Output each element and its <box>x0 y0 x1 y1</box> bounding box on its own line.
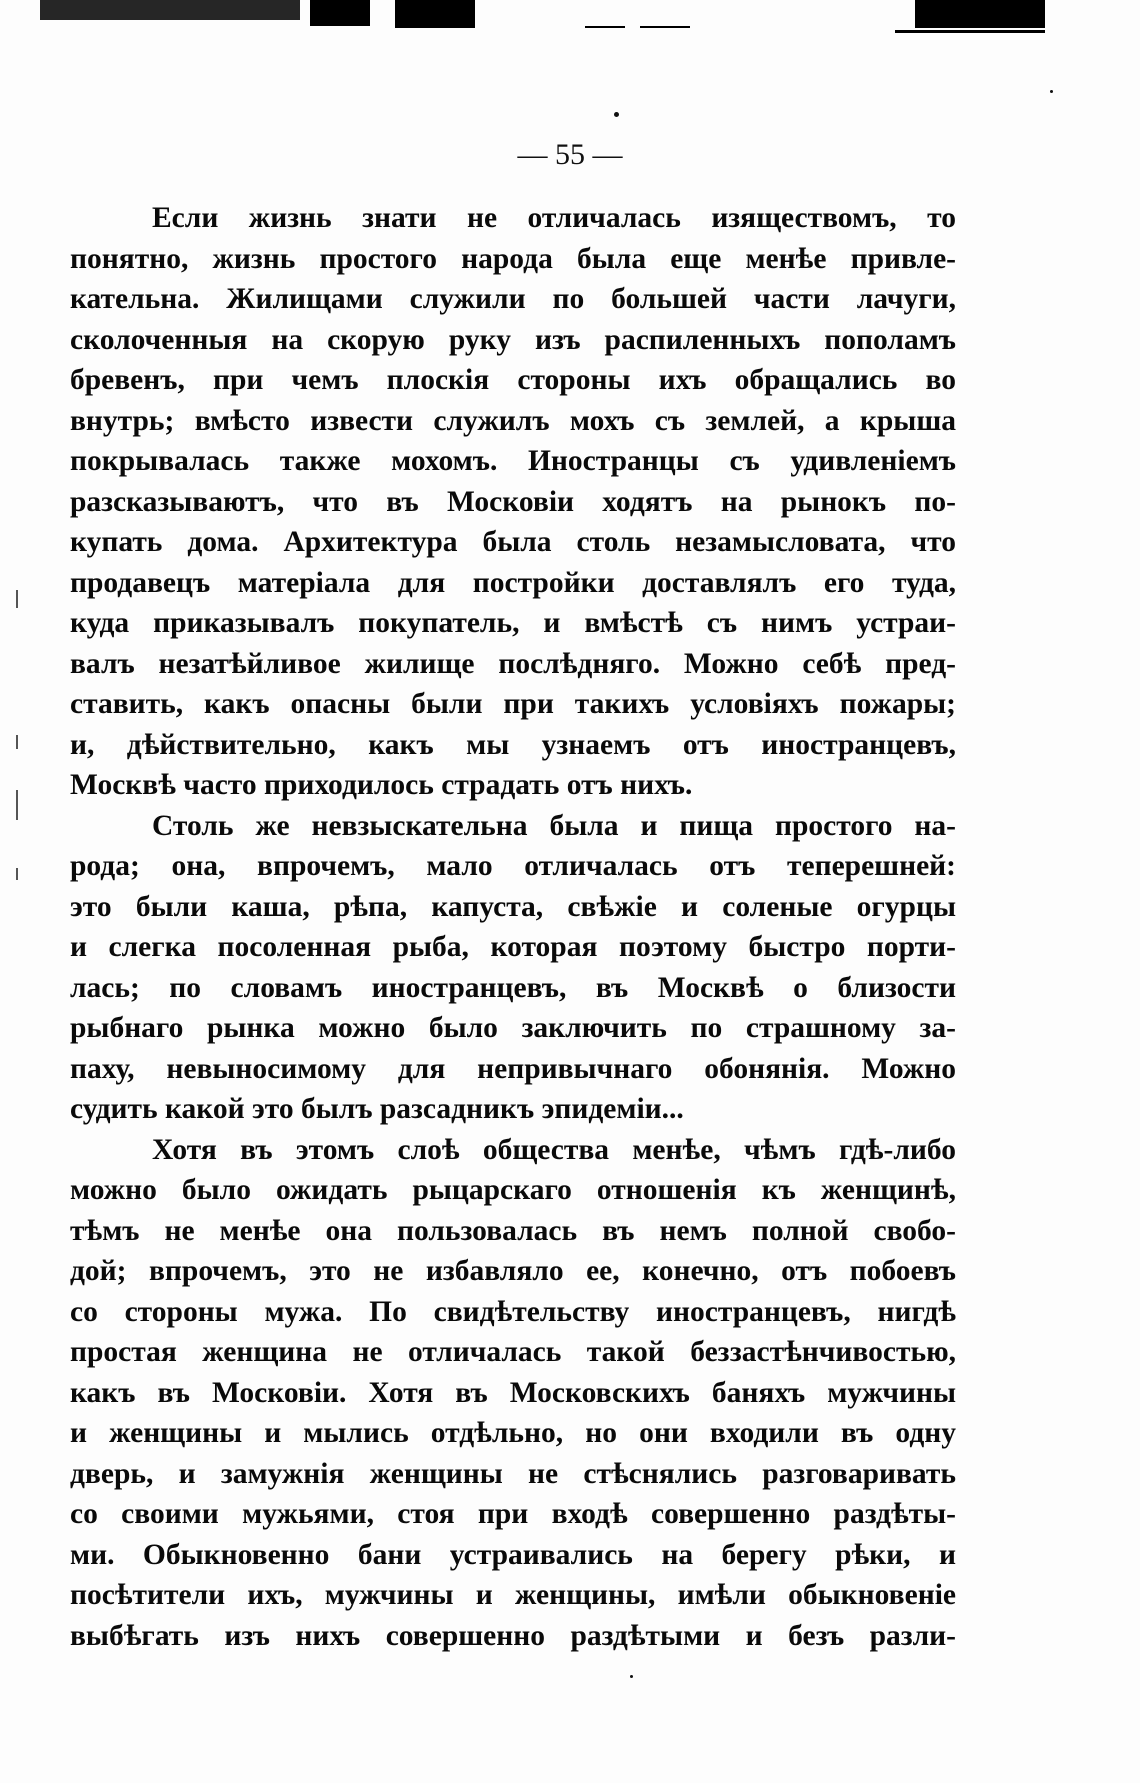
page-number: — 55 — <box>517 138 623 171</box>
scan-artifact <box>640 26 690 28</box>
text-line: купать дома. Архитектура была столь незамысловата, что <box>70 526 956 558</box>
text-line: судить какой это былъ разсадникъ эпидеміи... <box>70 1093 684 1125</box>
text-line: это были каша, рѣпа, капуста, свѣжіе и соленые огурцы <box>70 890 956 923</box>
text-line: паху, невыносимому для непривычнаго обонянія. Можно <box>70 1052 956 1085</box>
margin-mark <box>16 868 18 880</box>
scan-artifact <box>395 0 475 28</box>
text-line: со своими мужьями, стоя при входѣ совершенно раздѣты- <box>70 1498 956 1530</box>
text-line: выбѣгать изъ нихъ совершенно раздѣтыми и безъ разли- <box>70 1619 956 1652</box>
text-line: валъ незатѣйливое жилище послѣдняго. Можно себѣ пред- <box>70 647 956 680</box>
text-line: понятно, жизнь простого народа была еще менѣе привле- <box>70 242 956 275</box>
text-line: рода; она, впрочемъ, мало отличалась отъ теперешней: <box>70 850 956 882</box>
scan-artifact <box>915 0 1045 28</box>
text-line: ми. Обыкновенно бани устраивались на берегу рѣки, и <box>70 1538 956 1571</box>
margin-mark <box>16 590 18 608</box>
text-line: разсказываютъ, что въ Московіи ходятъ на рынокъ по- <box>70 485 956 518</box>
text-line: дверь, и замужнія женщины не стѣснялись разговаривать <box>70 1457 956 1490</box>
scan-artifact <box>895 30 1045 33</box>
text-line: покрывалась также мохомъ. Иностранцы съ удивленіемъ <box>70 445 956 477</box>
text-line: бревенъ, при чемъ плоскія стороны ихъ обращались во <box>70 364 956 396</box>
text-line: простая женщина не отличалась такой беззастѣнчивостью, <box>70 1336 956 1368</box>
text-line: и, дѣйствительно, какъ мы узнаемъ отъ иностранцевъ, <box>70 728 956 761</box>
text-line: со стороны мужа. По свидѣтельству иностранцевъ, нигдѣ <box>70 1295 956 1328</box>
text-line: рыбнаго рынка можно было заключить по страшному за- <box>70 1012 956 1044</box>
scan-artifact <box>585 26 625 28</box>
scan-speck <box>1050 90 1053 93</box>
scan-speck <box>614 112 619 117</box>
text-line: и женщины и мылись отдѣльно, но они входили въ одну <box>70 1417 956 1449</box>
text-line: внутрь; вмѣсто извести служилъ мохъ съ землей, а крыша <box>70 404 956 437</box>
scan-artifact <box>40 0 300 20</box>
text-line: посѣтители ихъ, мужчины и женщины, имѣли обыкновеніе <box>70 1579 956 1611</box>
text-line: лась; по словамъ иностранцевъ, въ Москвѣ о близости <box>70 971 956 1004</box>
margin-mark <box>16 790 18 820</box>
text-line: Москвѣ часто приходилось страдать отъ нихъ. <box>70 769 693 801</box>
text-line: Хотя въ этомъ слоѣ общества менѣе, чѣмъ гдѣ-либо <box>152 1133 956 1166</box>
text-line: ставить, какъ опасны были при такихъ условіяхъ пожары; <box>70 688 956 720</box>
scan-artifact <box>310 0 370 26</box>
text-line: дой; впрочемъ, это не избавляло ее, конечно, отъ побоевъ <box>70 1255 956 1287</box>
margin-mark <box>16 735 18 749</box>
text-line: и слегка посоленная рыба, которая поэтому быстро порти- <box>70 931 956 963</box>
text-line: тѣмъ не менѣе она пользовалась въ немъ полной свобо- <box>70 1214 956 1247</box>
text-line: можно было ожидать рыцарскаго отношенія къ женщинѣ, <box>70 1174 956 1206</box>
text-line: какъ въ Московіи. Хотя въ Московскихъ баняхъ мужчины <box>70 1376 956 1409</box>
body-text <box>70 198 956 1656</box>
scan-speck <box>630 1675 633 1678</box>
text-line: Если жизнь знати не отличалась изяществомъ, то <box>152 202 956 234</box>
text-line: кательна. Жилищами служили по большей части лачуги, <box>70 283 956 315</box>
text-line: куда приказывалъ покупатель, и вмѣстѣ съ нимъ устраи- <box>70 607 956 639</box>
text-line: Столь же невзыскательна была и пища простого на- <box>152 809 956 842</box>
text-line: продавецъ матеріала для постройки доставлялъ его туда, <box>70 566 956 599</box>
text-line: сколоченныя на скорую руку изъ распиленныхъ пополамъ <box>70 323 956 356</box>
